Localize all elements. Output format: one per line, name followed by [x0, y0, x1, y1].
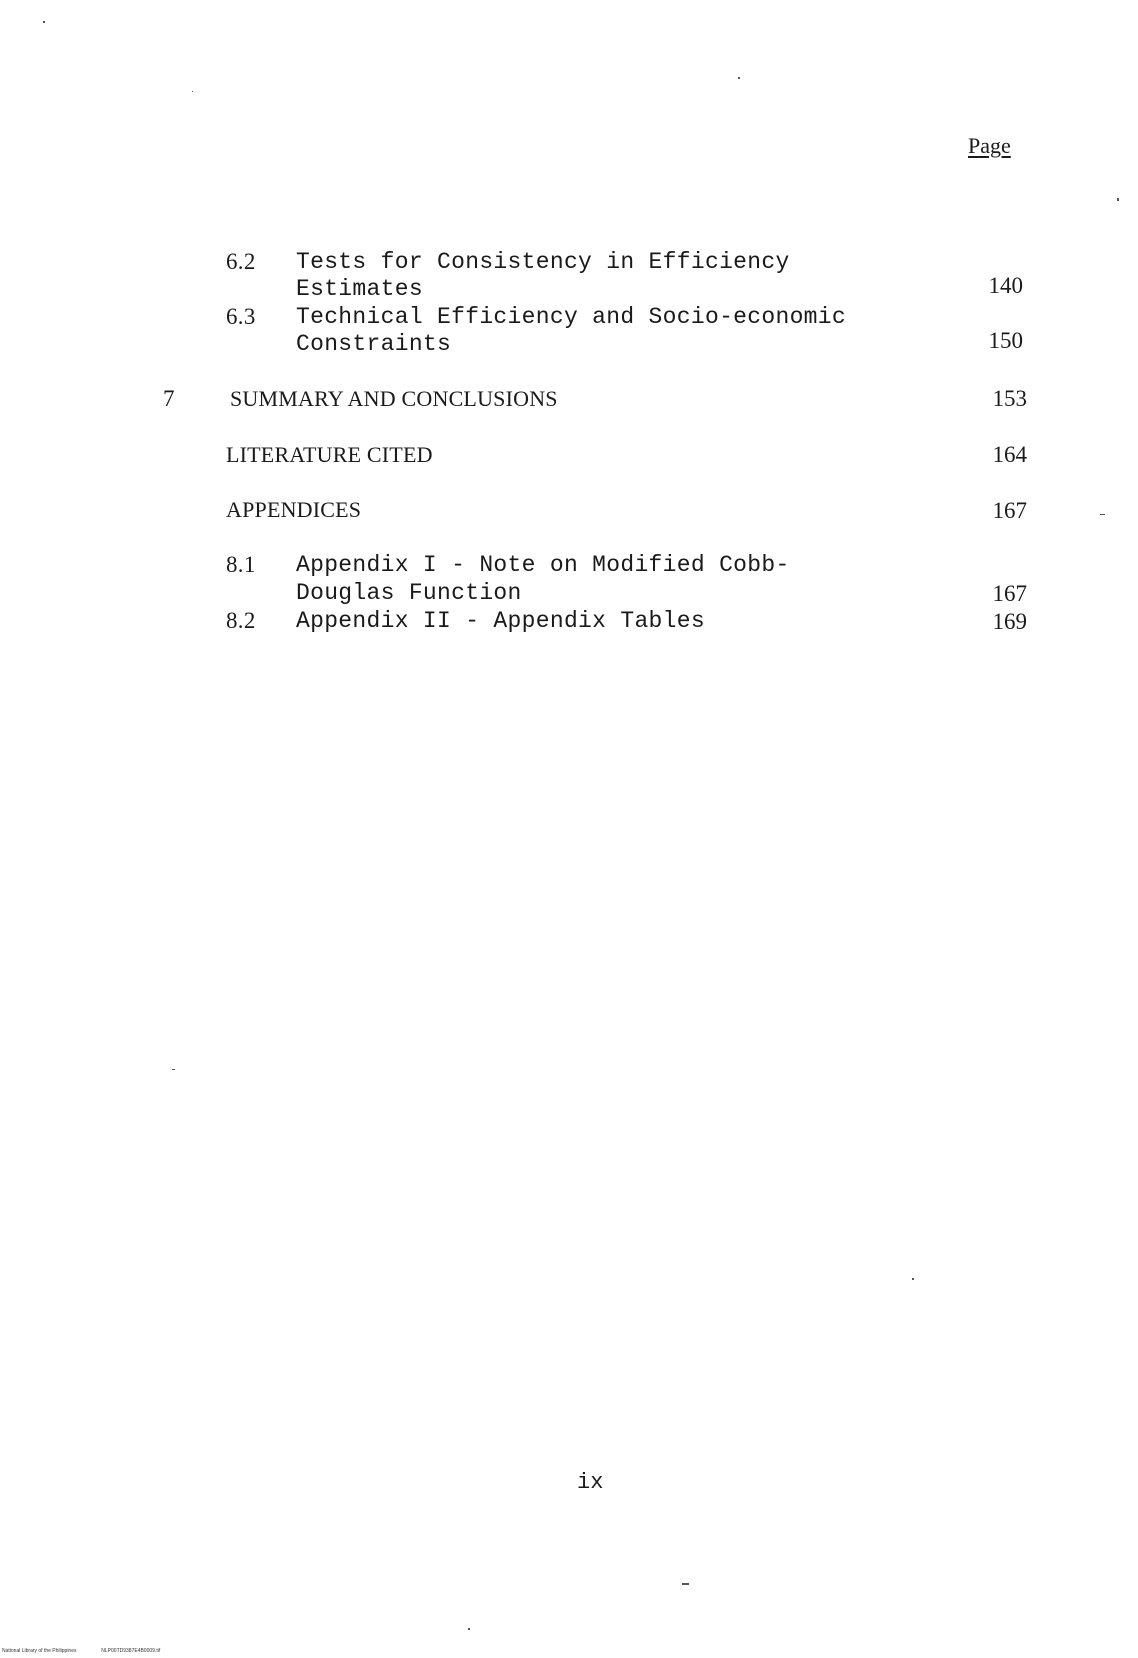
scan-footer [2, 1648, 160, 1654]
page-column-header: Page [968, 133, 1011, 158]
scan-speck [172, 1069, 175, 1070]
toc-entry-page: 167 [992, 581, 1027, 606]
toc-entry-number: 8.1 [226, 552, 256, 577]
toc-entry-page: 150 [988, 328, 1023, 353]
toc-entry-number: 6.3 [226, 304, 256, 329]
scan-speck [1117, 198, 1119, 201]
toc-entry-title-continuation: Estimates [296, 276, 423, 302]
toc-entry-title: Appendix II - Appendix Tables [296, 608, 705, 634]
scan-speck [192, 91, 193, 92]
toc-entry-number: 8.2 [226, 608, 256, 633]
scan-speck [1100, 514, 1105, 515]
scan-speck [912, 1278, 914, 1280]
toc-section-title: APPENDICES [226, 497, 362, 522]
toc-section-title: LITERATURE CITED [226, 442, 433, 467]
toc-chapter-title: SUMMARY AND CONCLUSIONS [230, 386, 558, 411]
page-folio: ix [577, 1470, 604, 1495]
toc-entry-page: 169 [992, 609, 1027, 634]
toc-entry-page: 140 [988, 273, 1023, 298]
toc-entry-page: 167 [992, 498, 1027, 523]
scan-speck [468, 1628, 470, 1630]
toc-chapter-number: 7 [163, 386, 175, 411]
scan-speck [43, 21, 45, 23]
toc-entry-page: 153 [992, 386, 1027, 411]
toc-entry-title: Technical Efficiency and Socio-economic [296, 304, 846, 330]
scan-footer-filename: NLP00TD9387E4B0009.tif [101, 1648, 161, 1654]
toc-entry-title: Appendix I - Note on Modified Cobb- [296, 552, 790, 578]
toc-entry-page: 164 [992, 442, 1027, 467]
scan-footer-library: National Library of the Philippines [2, 1648, 77, 1654]
toc-entry-number: 6.2 [226, 249, 256, 274]
toc-entry-title-continuation: Douglas Function [296, 580, 522, 606]
scan-speck [682, 1583, 689, 1585]
toc-entry-title: Tests for Consistency in Efficiency [296, 249, 790, 275]
scan-speck [738, 77, 740, 79]
toc-entry-title-continuation: Constraints [296, 331, 452, 357]
